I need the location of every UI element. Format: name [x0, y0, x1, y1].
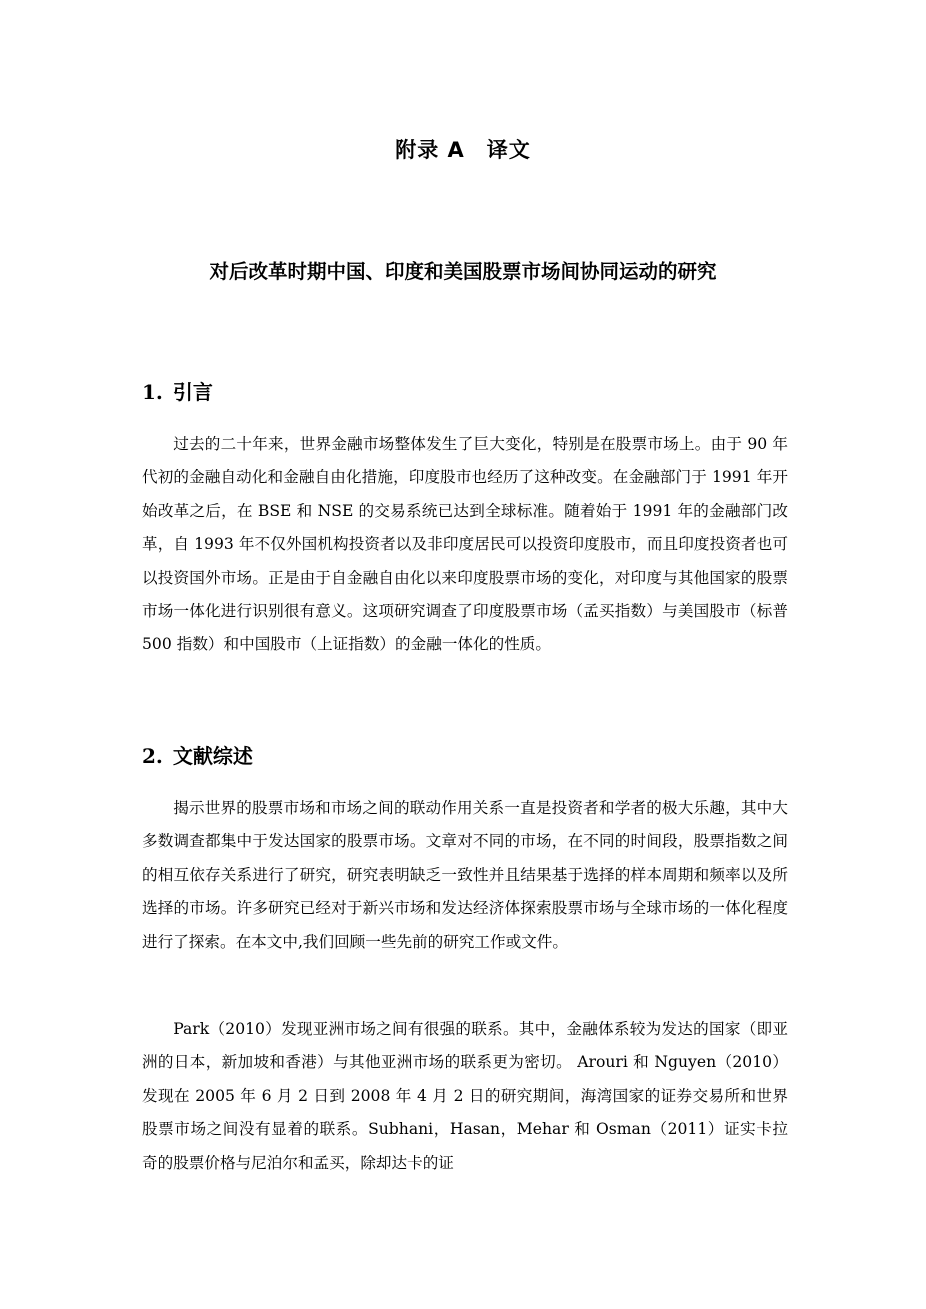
literature-review-paragraph: Park（2010）发现亚洲市场之间有很强的联系。其中，金融体系较为发达的国家（即亚洲的日本，新加坡和香港）与其他亚洲市场的联系更为密切。 Arouri 和 Nguyen（2010）发现在 2005 年 6 月 2 日到 2008 年 4 月 2 日的研究期间，海湾国家的证券交易所和世界股票市场之间没有显着的联系。Subhani，Hasan，Mehar 和 Osman（2011）证实卡拉奇的股票价格与尼泊尔和孟买，除却达卡的证 [142, 1020, 788, 1172]
appendix-title: 附录 A 译文 [395, 138, 531, 162]
section-heading-literature-review [142, 742, 253, 770]
section-title: 文献综述 [172, 744, 253, 768]
paper-title: 对后改革时期中国、印度和美国股票市场间协同运动的研究 [209, 260, 717, 283]
section-heading-introduction [142, 378, 213, 406]
section-number: 1. [142, 380, 163, 404]
introduction-paragraph: 过去的二十年来，世界金融市场整体发生了巨大变化，特别是在股票市场上。由于 90 年代初的金融自动化和金融自由化措施，印度股市也经历了这种改变。在金融部门于 1991 年开始改革之后，在 BSE 和 NSE 的交易系统已达到全球标准。随着始于 1991 年的金融部门改革，自 1993 年不仅外国机构投资者以及非印度居民可以投资印度股市，而且印度投资者也可以投资国外市场。正是由于自金融自由化以来印度股票市场的变化，对印度与其他国家的股票市场一体化进行识别很有意义。这项研究调查了印度股票市场（孟买指数）与美国股市（标普 500 指数）和中国股市（上证指数）的金融一体化的性质。 [142, 435, 788, 654]
section-title: 引言 [172, 380, 213, 404]
literature-review-paragraph: 揭示世界的股票市场和市场之间的联动作用关系一直是投资者和学者的极大乐趣，其中大多数调查都集中于发达国家的股票市场。文章对不同的市场，在不同的时间段，股票指数之间的相互依存关系进行了研究，研究表明缺乏一致性并且结果基于选择的样本周期和频率以及所选择的市场。许多研究已经对于新兴市场和发达经济体探索股票市场与全球市场的一体化程度进行了探索。在本文中,我们回顾一些先前的研究工作或文件。 [142, 799, 788, 951]
section-number: 2. [142, 744, 163, 768]
